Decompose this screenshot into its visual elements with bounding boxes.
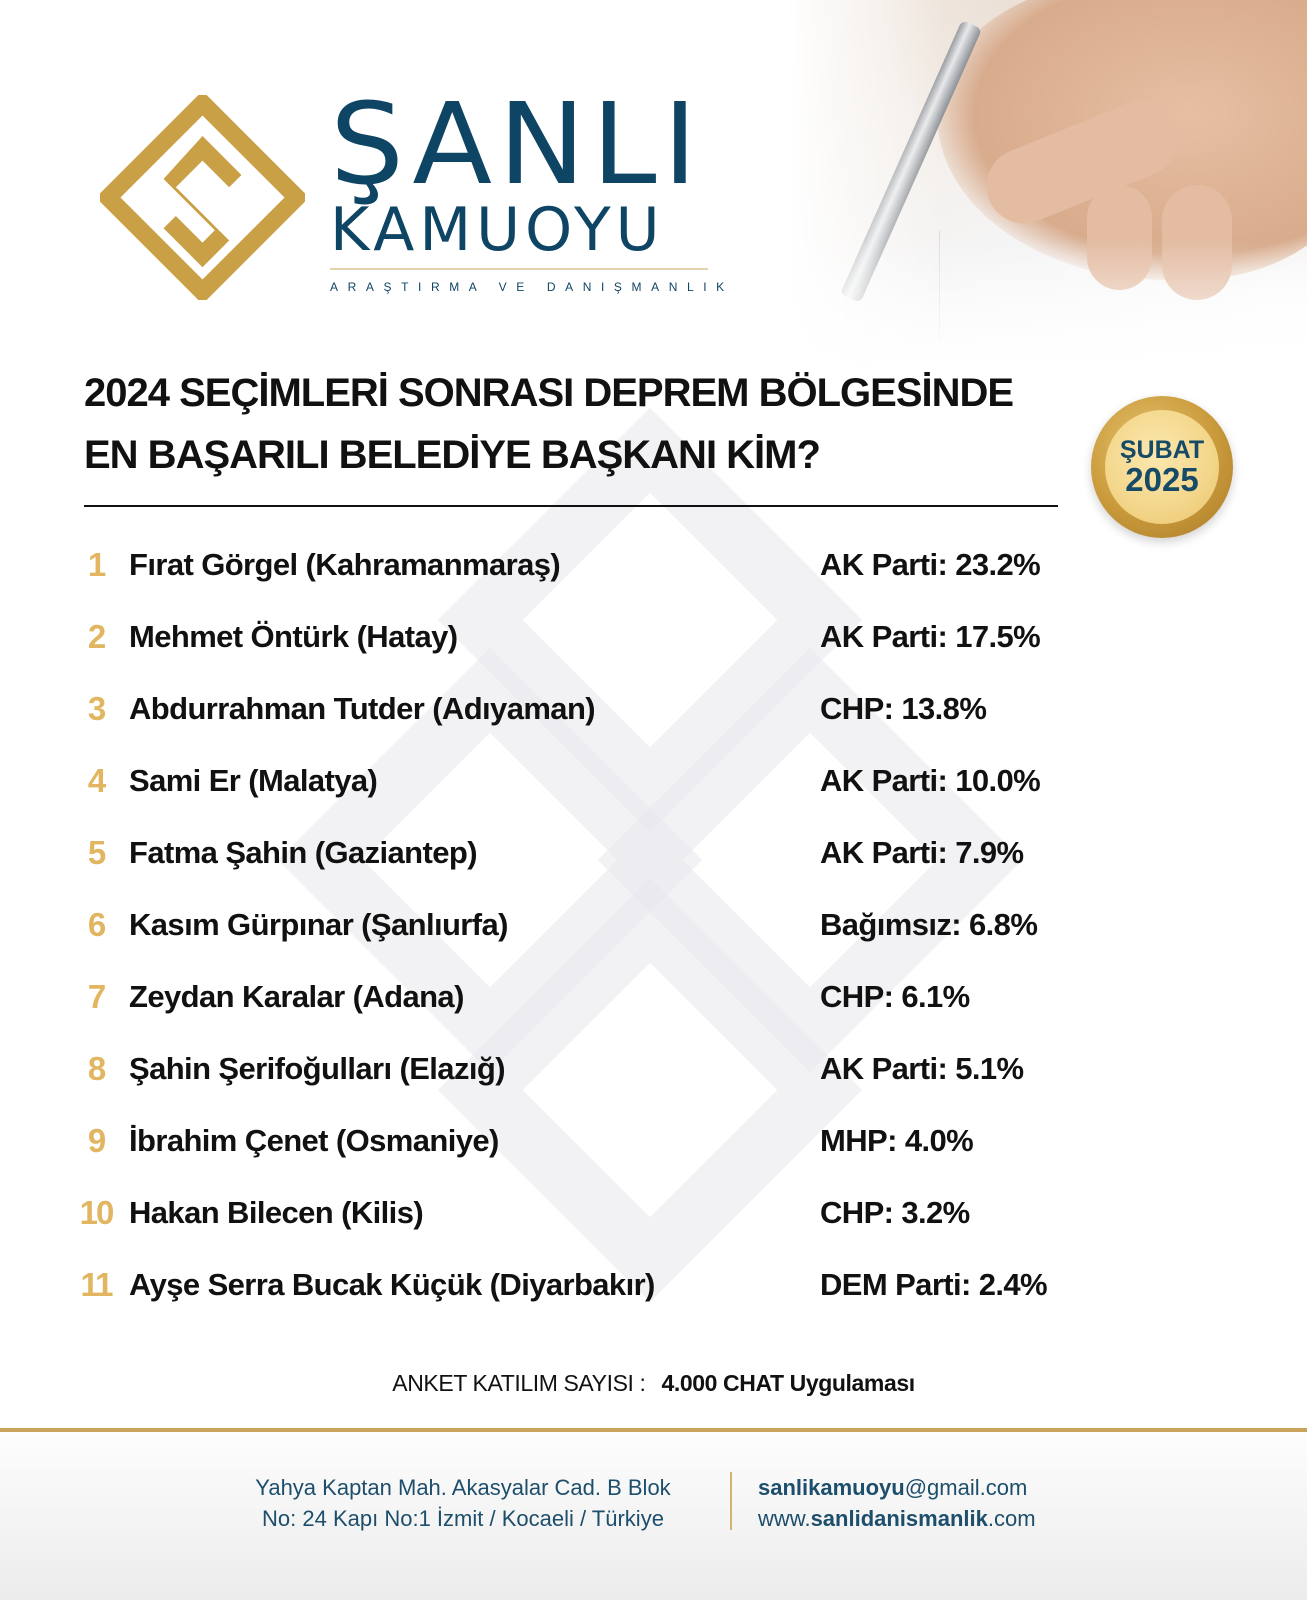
email-domain: @gmail.com [904, 1475, 1028, 1500]
brand-wordmark [330, 80, 734, 294]
mayor-name: İbrahim Çenet (Osmaniye) [129, 1123, 499, 1158]
party-result: AK Parti: 5.1% [820, 1051, 1024, 1086]
list-item [0, 1183, 1307, 1243]
date-badge [1091, 396, 1233, 538]
web-suffix: .com [987, 1506, 1036, 1531]
mayor-name: Hakan Bilecen (Kilis) [129, 1195, 424, 1230]
rank-number: 5 [87, 834, 105, 871]
list-item [0, 535, 1307, 595]
badge-month: ŞUBAT [1119, 436, 1205, 464]
title-line-1: 2024 SEÇİMLERİ SONRASI DEPREM BÖLGESİNDE [84, 371, 1014, 415]
title-line-2: EN BAŞARILI BELEDİYE BAŞKANI KİM? [84, 433, 820, 477]
survey-form-checkboxes [927, 230, 1307, 340]
email-link[interactable] [758, 1472, 1036, 1503]
party-result: MHP: 4.0% [820, 1123, 974, 1158]
address [228, 1472, 698, 1534]
list-item [0, 751, 1307, 811]
mayor-name: Zeydan Karalar (Adana) [129, 979, 464, 1014]
brand-name: ŞANLI [330, 80, 704, 210]
mayor-name: Kasım Gürpınar (Şanlıurfa) [129, 907, 508, 942]
rank-number: 8 [87, 1050, 105, 1087]
rank-number: 11 [80, 1266, 112, 1303]
mayor-name: Fatma Şahin (Gaziantep) [129, 835, 477, 870]
footer-separator [730, 1472, 732, 1530]
mayor-name: Abdurrahman Tutder (Adıyaman) [129, 691, 596, 726]
list-item [0, 1039, 1307, 1099]
party-result: DEM Parti: 2.4% [820, 1267, 1048, 1302]
address-line-1: Yahya Kaptan Mah. Akasyalar Cad. B Blok [255, 1475, 671, 1500]
title-divider [84, 505, 1058, 507]
hand-writing-photo [787, 0, 1307, 370]
party-result: Bağımsız: 6.8% [820, 907, 1038, 942]
website-link[interactable] [758, 1503, 1036, 1534]
web-prefix: www. [758, 1506, 811, 1531]
rank-number: 1 [87, 546, 105, 583]
party-result: AK Parti: 10.0% [820, 763, 1041, 798]
list-item [0, 607, 1307, 667]
thumb-shape [975, 90, 1189, 234]
mayor-name: Şahin Şerifoğulları (Elazığ) [129, 1051, 505, 1086]
party-result: AK Parti: 17.5% [820, 619, 1041, 654]
rank-number: 7 [87, 978, 105, 1015]
mayor-name: Ayşe Serra Bucak Küçük (Diyarbakır) [129, 1267, 655, 1302]
list-item [0, 1255, 1307, 1315]
party-result: CHP: 3.2% [820, 1195, 970, 1230]
party-result: CHP: 6.1% [820, 979, 970, 1014]
address-line-2: No: 24 Kapı No:1 İzmit / Kocaeli / Türkiye [262, 1506, 664, 1531]
footer [0, 1432, 1307, 1600]
rank-number: 2 [87, 618, 105, 655]
page-title [84, 362, 1064, 486]
mayor-name: Sami Er (Malatya) [129, 763, 378, 798]
mayor-name: Mehmet Öntürk (Hatay) [129, 619, 458, 654]
rank-number: 3 [87, 690, 105, 727]
list-item [0, 679, 1307, 739]
hand-image [937, 0, 1307, 280]
pen-image [840, 20, 982, 303]
contact-info [758, 1472, 1036, 1534]
survey-value: 4.000 CHAT Uygulaması [661, 1370, 915, 1396]
survey-participation [0, 1370, 1307, 1397]
brand-tagline: ARAŞTIRMA VE DANIŞMANLIK [330, 280, 734, 294]
party-result: CHP: 13.8% [820, 691, 987, 726]
list-item [0, 895, 1307, 955]
rank-number: 4 [87, 762, 105, 799]
list-item [0, 1111, 1307, 1171]
email-user: sanlikamuoyu [758, 1475, 905, 1500]
party-result: AK Parti: 23.2% [820, 547, 1041, 582]
finger-shape [1087, 185, 1152, 290]
survey-label: ANKET KATILIM SAYISI : [392, 1370, 646, 1396]
date-badge-inner [1105, 410, 1219, 524]
web-name: sanlidanismanlik [810, 1506, 988, 1531]
mayor-name: Fırat Görgel (Kahramanmaraş) [129, 547, 561, 582]
rank-number: 10 [79, 1194, 113, 1231]
finger-shape [1162, 185, 1232, 300]
rank-number: 6 [87, 906, 105, 943]
party-result: AK Parti: 7.9% [820, 835, 1024, 870]
list-item [0, 967, 1307, 1027]
badge-year: 2025 [1125, 461, 1199, 498]
sanli-logo-icon [100, 95, 305, 300]
brand-subname: KAMUOYU [330, 195, 665, 265]
brand-divider [330, 268, 708, 270]
rank-number: 9 [87, 1122, 105, 1159]
list-item [0, 823, 1307, 883]
